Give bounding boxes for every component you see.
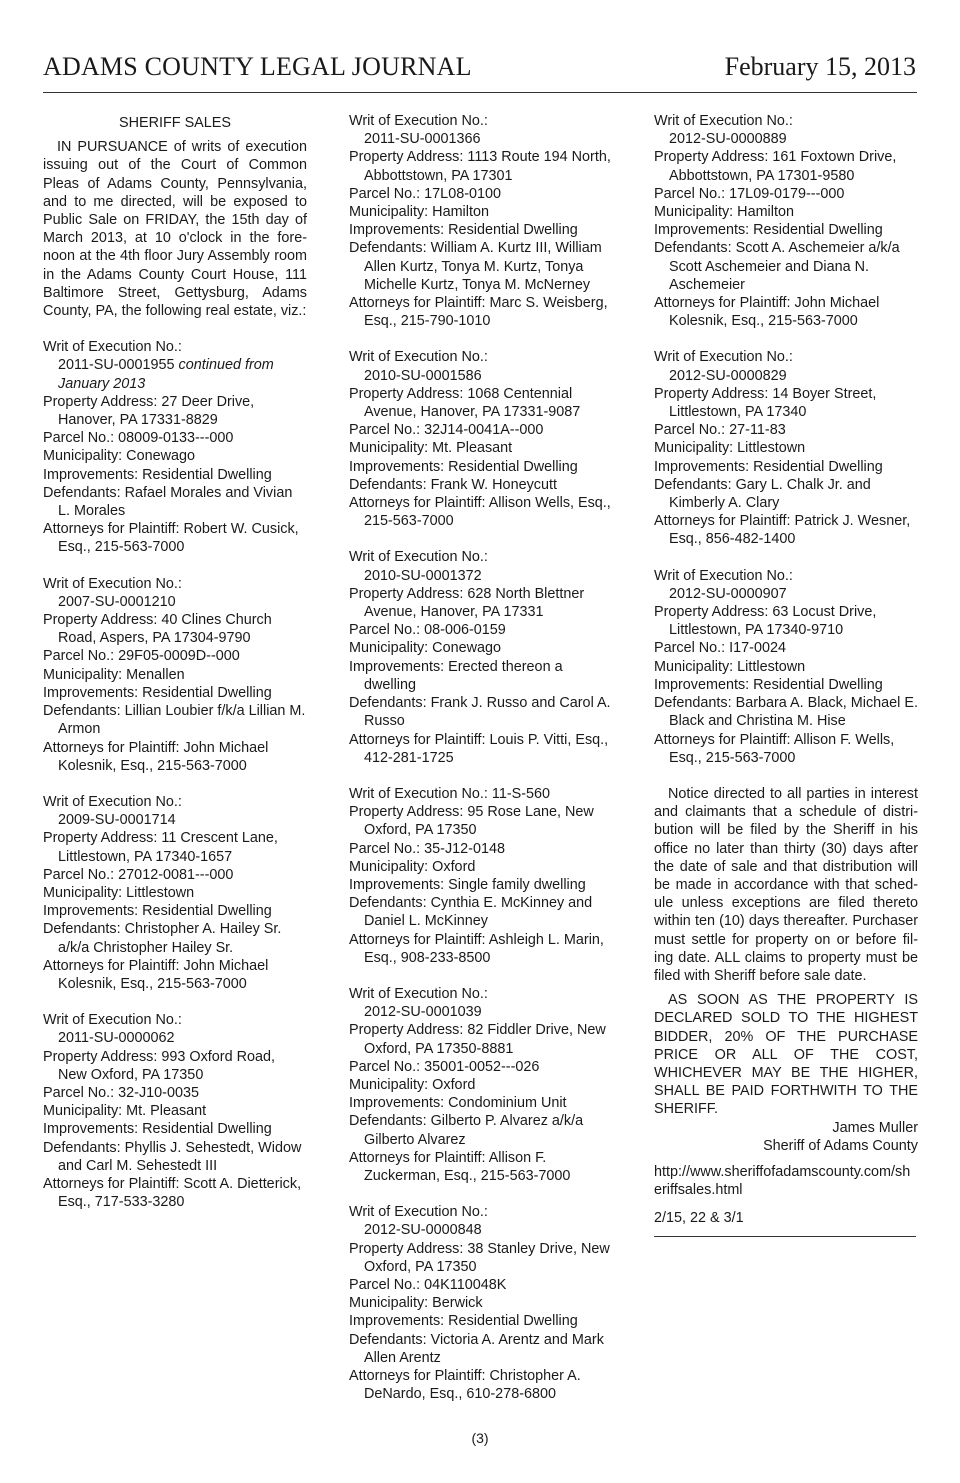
sale-entry — [349, 348, 613, 530]
municipality: Municipality: Conewago — [349, 640, 501, 657]
improvements: Improvements: Single family dwelling — [349, 876, 586, 893]
intro-paragraph: IN PURSUANCE of writs of execution issuing out of the Court of Common Pleas of Adams County, Pennsylvania, and to me directed, will be exposed to Public Sale on FRIDAY, the 15th day of March 2013, at 10 o'clock in the fore-noon at the 4th floor Jury Assembly room in the Adams County Court House, 111 Baltimore Street, Gettysburg, Adams County, PA, the following real estate, viz.: — [43, 139, 307, 320]
sale-entry — [43, 1011, 307, 1211]
page-number: (3) — [471, 1430, 489, 1446]
publication-dates: 2/15, 22 & 3/1 — [654, 1210, 744, 1227]
parcel-number: Parcel No.: 17L09-0179---000 — [654, 185, 845, 202]
writ-number — [349, 1221, 613, 1239]
improvements: Improvements: Residential Dwelling — [349, 222, 578, 239]
writ-label: Writ of Execution No.: — [43, 339, 182, 356]
writ-number — [349, 367, 613, 385]
plaintiff-attorneys: Attorneys for Plaintiff: Marc S. Weisberg, Esq., 215-790-1010 — [349, 295, 608, 330]
plaintiff-attorneys: Attorneys for Plaintiff: Christopher A. DeNardo, Esq., 610-278-6800 — [349, 1368, 581, 1403]
plaintiff-attorneys: Attorneys for Plaintiff: John Michael Kolesnik, Esq., 215-563-7000 — [43, 957, 269, 992]
municipality: Municipality: Mt. Pleasant — [349, 440, 513, 457]
property-address: Property Address: 38 Stanley Drive, New Oxford, PA 17350 — [349, 1240, 610, 1275]
col1-entries — [43, 338, 307, 1211]
sale-entry — [43, 793, 307, 993]
writ-label: Writ of Execution No.: — [349, 985, 488, 1002]
property-address: Property Address: 993 Oxford Road, New Oxford, PA 17350 — [43, 1048, 275, 1083]
plaintiff-attorneys: Attorneys for Plaintiff: Allison Wells, Esq., 215-563-7000 — [349, 495, 611, 530]
improvements: Improvements: Residential Dwelling — [43, 466, 272, 483]
municipality: Municipality: Littlestown — [654, 658, 806, 675]
municipality: Municipality: Hamilton — [349, 204, 489, 221]
municipality: Municipality: Conewago — [43, 448, 195, 465]
sale-entry — [654, 348, 918, 548]
property-address: Property Address: 161 Foxtown Drive, Abbottstown, PA 17301-9580 — [654, 149, 897, 184]
defendants: Defendants: Christopher A. Hailey Sr. a/k/a Christopher Hailey Sr. — [43, 921, 282, 956]
property-address: Property Address: 11 Crescent Lane, Littlestown, PA 17340-1657 — [43, 830, 278, 865]
header-rule — [43, 92, 917, 93]
defendants: Defendants: Gary L. Chalk Jr. and Kimberly A. Clary — [654, 476, 871, 512]
writ-number-text: 2011-SU-0001955 — [58, 357, 175, 374]
signature-name: James Muller — [832, 1119, 918, 1136]
notice-caps-paragraph: AS SOON AS THE PROPERTY IS DECLARED SOLD TO THE HIGHEST BIDDER, 20% OF THE PURCHASE PRICE OR ALL OF THE COST, WHICHEVER MAY BE THE HIGHER, SHALL BE PAID FORTHWITH TO THE SHERIFF. — [654, 992, 918, 1118]
defendants: Defendants: Victoria A. Arentz and Mark Allen Arentz — [349, 1331, 604, 1366]
improvements: Improvements: Residential Dwelling — [654, 676, 883, 693]
parcel-number: Parcel No.: I17-0024 — [654, 640, 786, 657]
writ-number — [349, 130, 613, 148]
writ-number-text: 2012-SU-0000889 — [669, 131, 787, 148]
plaintiff-attorneys: Attorneys for Plaintiff: Patrick J. Wesner, Esq., 856-482-1400 — [654, 513, 911, 548]
improvements: Improvements: Erected thereon a dwelling — [349, 658, 563, 693]
end-rule — [654, 1236, 916, 1237]
notice-paragraph: Notice directed to all parties in interest and claimants that a schedule of distri-bution will be filed by the Sheriff in his office no later than thirty (30) days after the date of sale and that distribution will be made in accordance with that sched-ule unless exceptions are filed thereto within ten (10) days thereafter. Purchaser must settle for property on or before fil-ing date. ALL claims to property must be filed with Sheriff before sale date. — [654, 785, 918, 984]
parcel-number: Parcel No.: 35-J12-0148 — [349, 840, 505, 857]
writ-number-text: 2011-SU-0000062 — [58, 1030, 175, 1047]
municipality: Municipality: Oxford — [349, 1076, 476, 1093]
defendants: Defendants: Rafael Morales and Vivian L. Morales — [43, 484, 293, 520]
defendants: Defendants: Frank J. Russo and Carol A. Russo — [349, 695, 611, 730]
improvements: Improvements: Condominium Unit — [349, 1095, 567, 1112]
writ-number-text: 2012-SU-0000907 — [669, 585, 787, 602]
property-address: Property Address: 95 Rose Lane, New Oxford, PA 17350 — [349, 804, 594, 839]
writ-label: Writ of Execution No.: — [349, 349, 488, 366]
writ-label: Writ of Execution No.: — [654, 349, 793, 366]
property-address: Property Address: 40 Clines Church Road, Aspers, PA 17304-9790 — [43, 612, 272, 647]
property-address: Property Address: 63 Locust Drive, Littlestown, PA 17340-9710 — [654, 604, 877, 639]
plaintiff-attorneys: Attorneys for Plaintiff: John Michael Kolesnik, Esq., 215-563-7000 — [654, 295, 880, 330]
writ-number — [43, 1029, 307, 1047]
parcel-number: Parcel No.: 27-11-83 — [654, 422, 786, 439]
defendants: Defendants: Frank W. Honeycutt — [349, 476, 557, 493]
improvements: Improvements: Residential Dwelling — [43, 903, 272, 920]
writ-number-text: 2012-SU-0001039 — [364, 1004, 482, 1021]
parcel-number: Parcel No.: 29F05-0009D--000 — [43, 648, 240, 665]
writ-label: Writ of Execution No.: — [43, 1012, 182, 1029]
col2-entries — [349, 112, 613, 1403]
improvements: Improvements: Residential Dwelling — [43, 684, 272, 701]
parcel-number: Parcel No.: 27012-0081---000 — [43, 866, 234, 883]
sale-entry — [349, 985, 613, 1185]
writ-number-text: 2009-SU-0001714 — [58, 812, 176, 829]
sale-entry — [349, 112, 613, 330]
municipality: Municipality: Hamilton — [654, 204, 794, 221]
parcel-number: Parcel No.: 32J14-0041A--000 — [349, 422, 544, 439]
parcel-number: Parcel No.: 17L08-0100 — [349, 185, 502, 202]
plaintiff-attorneys: Attorneys for Plaintiff: Louis P. Vitti, Esq., 412-281-1725 — [349, 731, 609, 766]
municipality: Municipality: Oxford — [349, 858, 476, 875]
sale-entry — [43, 575, 307, 775]
writ-number-text: 2012-SU-0000829 — [669, 367, 787, 384]
writ-number — [349, 1003, 613, 1021]
writ-label: Writ of Execution No.: — [349, 549, 488, 566]
improvements: Improvements: Residential Dwelling — [43, 1121, 272, 1138]
sale-entry — [349, 1203, 613, 1403]
defendants: Defendants: Gilberto P. Alvarez a/k/a Gilberto Alvarez — [349, 1113, 584, 1148]
property-address: Property Address: 1113 Route 194 North, Abbottstown, PA 17301 — [349, 149, 611, 184]
plaintiff-attorneys: Attorneys for Plaintiff: Allison F. Zuckerman, Esq., 215-563-7000 — [349, 1149, 571, 1184]
plaintiff-attorneys: Attorneys for Plaintiff: Ashleigh L. Marin, Esq., 908-233-8500 — [349, 931, 604, 966]
issue-date: February 15, 2013 — [724, 52, 916, 81]
writ-number — [654, 130, 918, 148]
sale-entry — [654, 567, 918, 767]
parcel-number: Parcel No.: 35001-0052---026 — [349, 1058, 540, 1075]
writ-label: Writ of Execution No.: — [654, 113, 793, 129]
writ-number — [654, 367, 918, 385]
plaintiff-attorneys: Attorneys for Plaintiff: John Michael Kolesnik, Esq., 215-563-7000 — [43, 739, 269, 774]
writ-label: Writ of Execution No.: — [654, 567, 793, 584]
writ-number — [654, 585, 918, 603]
col3-entries — [654, 112, 918, 767]
column-3 — [654, 112, 918, 1237]
column-1 — [43, 112, 307, 1229]
writ-number — [349, 567, 613, 585]
improvements: Improvements: Residential Dwelling — [349, 1313, 578, 1330]
sale-entry — [43, 338, 307, 556]
defendants: Defendants: Phyllis J. Sehestedt, Widow and Carl M. Sehestedt III — [43, 1139, 302, 1174]
journal-title: ADAMS COUNTY LEGAL JOURNAL — [43, 52, 472, 81]
sale-entry — [349, 548, 613, 766]
municipality: Municipality: Littlestown — [654, 440, 806, 457]
sale-entry — [654, 112, 918, 330]
writ-number-text: 2011-SU-0001366 — [364, 131, 481, 148]
parcel-number: Parcel No.: 32-J10-0035 — [43, 1084, 199, 1101]
property-address: Property Address: 82 Fiddler Drive, New Oxford, PA 17350-8881 — [349, 1022, 606, 1057]
plaintiff-attorneys: Attorneys for Plaintiff: Allison F. Wells, Esq., 215-563-7000 — [654, 731, 895, 766]
parcel-number: Parcel No.: 08-006-0159 — [349, 622, 506, 639]
improvements: Improvements: Residential Dwelling — [654, 458, 883, 475]
section-heading: SHERIFF SALES — [119, 115, 231, 131]
signature-title: Sheriff of Adams County — [763, 1137, 918, 1154]
writ-number-text: 2012-SU-0000848 — [364, 1222, 482, 1239]
plaintiff-attorneys: Attorneys for Plaintiff: Scott A. Dietterick, Esq., 717-533-3280 — [43, 1175, 302, 1211]
parcel-number: Parcel No.: 08009-0133---000 — [43, 430, 234, 447]
writ-number — [43, 811, 307, 829]
writ-label: Writ of Execution No.: — [43, 575, 182, 592]
writ-label: Writ of Execution No.: — [349, 1204, 488, 1221]
writ-number-text: 2010-SU-0001372 — [364, 567, 482, 584]
improvements: Improvements: Residential Dwelling — [654, 222, 883, 239]
municipality: Municipality: Mt. Pleasant — [43, 1103, 207, 1120]
defendants: Defendants: Lillian Loubier f/k/a Lillian M. Armon — [43, 703, 306, 738]
defendants: Defendants: Barbara A. Black, Michael E. Black and Christina M. Hise — [654, 695, 918, 730]
municipality: Municipality: Berwick — [349, 1295, 483, 1312]
municipality: Municipality: Menallen — [43, 666, 185, 683]
property-address: Property Address: 628 North Blettner Avenue, Hanover, PA 17331 — [349, 585, 585, 621]
property-address: Property Address: 27 Deer Drive, Hanover, PA 17331-8829 — [43, 393, 255, 429]
defendants: Defendants: Scott A. Aschemeier a/k/a Scott Aschemeier and Diana N. Aschemeier — [654, 240, 900, 293]
writ-number — [43, 356, 307, 392]
municipality: Municipality: Littlestown — [43, 884, 195, 901]
sale-entry — [349, 785, 613, 967]
sheriff-sales-link[interactable]: http://www.sheriffofadamscounty.com/sheriffsales.html — [654, 1163, 911, 1199]
writ-note: continued from January 2013 — [58, 357, 274, 392]
defendants: Defendants: Cynthia E. McKinney and Daniel L. McKinney — [349, 895, 593, 930]
improvements: Improvements: Residential Dwelling — [349, 458, 578, 475]
writ-number-text: 2010-SU-0001586 — [364, 367, 482, 384]
writ-number-text: 2007-SU-0001210 — [58, 593, 176, 610]
parcel-number: Parcel No.: 04K110048K — [349, 1276, 507, 1293]
plaintiff-attorneys: Attorneys for Plaintiff: Robert W. Cusick, Esq., 215-563-7000 — [43, 521, 299, 556]
writ-number — [43, 593, 307, 611]
column-2 — [349, 112, 613, 1421]
writ-label: Writ of Execution No.: — [349, 113, 488, 129]
property-address: Property Address: 1068 Centennial Avenue, Hanover, PA 17331-9087 — [349, 385, 581, 421]
writ-label: Writ of Execution No.: 11-S-560 — [349, 785, 551, 802]
property-address: Property Address: 14 Boyer Street, Littlestown, PA 17340 — [654, 385, 877, 421]
writ-label: Writ of Execution No.: — [43, 793, 182, 810]
defendants: Defendants: William A. Kurtz III, William Allen Kurtz, Tonya M. Kurtz, Tonya Michelle Kurtz, Tonya M. McNerney — [349, 240, 602, 293]
